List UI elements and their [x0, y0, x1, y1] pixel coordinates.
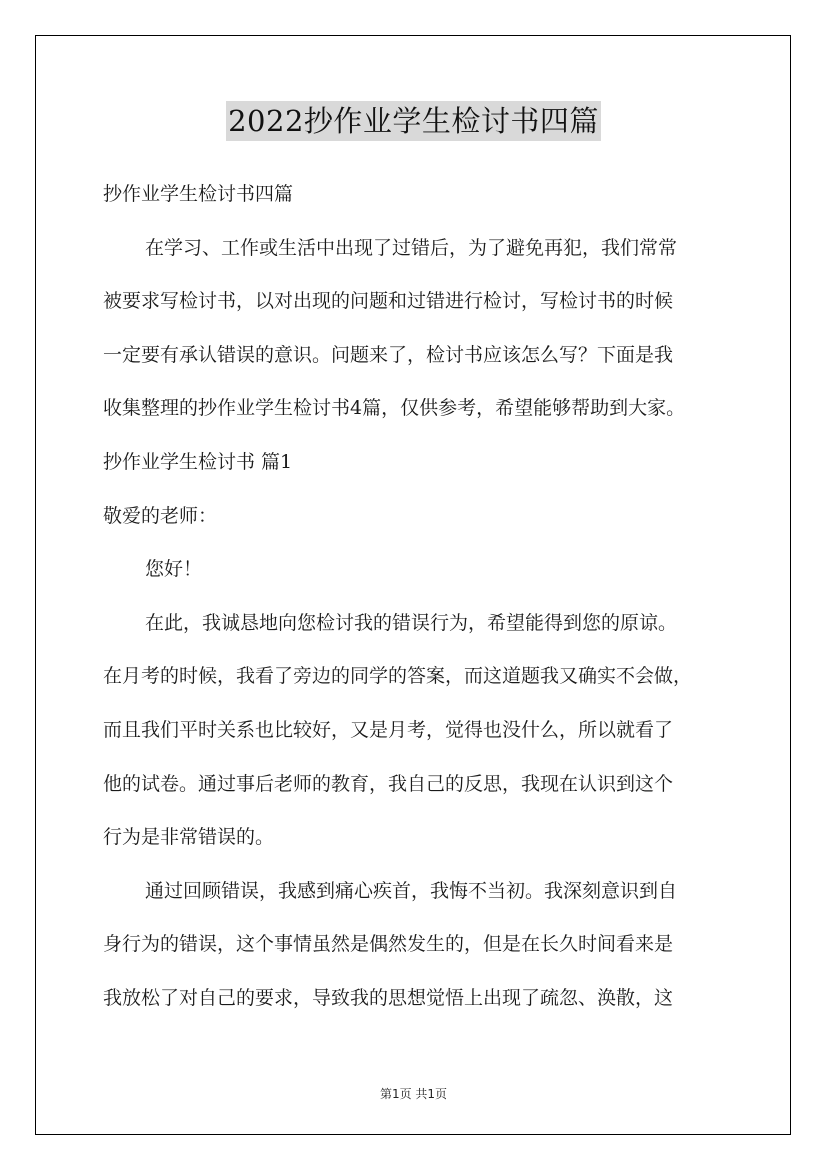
- text-line: 在学习、工作或生活中出现了过错后，为了避免再犯，我们常常: [145, 236, 678, 259]
- text-line: 通过回顾错误，我感到痛心疾首，我悔不当初。我深刻意识到自: [145, 879, 678, 902]
- page-footer: 第1页 共1页: [379, 1087, 448, 1101]
- document-body: [103, 168, 743, 1026]
- text-line: 在此，我诚恳地向您检讨我的错误行为，希望能得到您的原谅。: [145, 611, 678, 634]
- text-line: 一定要有承认错误的意识。问题来了，检讨书应该怎么写？下面是我: [103, 343, 674, 366]
- text-line: 他的试卷。通过事后老师的教育，我自己的反思，我现在认识到这个: [103, 772, 674, 795]
- text-line: 我放松了对自己的要求，导致我的思想觉悟上出现了疏忽、涣散，这: [103, 986, 674, 1009]
- text-line: 行为是非常错误的。: [103, 826, 275, 849]
- text-line: 而且我们平时关系也比较好，又是月考，觉得也没什么，所以就看了: [103, 718, 674, 741]
- text-line: 您好！: [145, 558, 203, 581]
- text-line: 在月考的时候，我看了旁边的同学的答案，而这道题我又确实不会做，: [103, 665, 693, 688]
- text-line: 敬爱的老师：: [103, 504, 218, 527]
- title-container: [0, 101, 827, 141]
- text-line: 身行为的错误，这个事情虽然是偶然发生的，但是在长久时间看来是: [103, 933, 674, 956]
- text-line: 收集整理的抄作业学生检讨书4篇，仅供参考，希望能够帮助到大家。: [103, 397, 686, 420]
- text-line: 抄作业学生检讨书 篇1: [103, 450, 293, 473]
- text-line: 抄作业学生检讨书四篇: [103, 183, 294, 205]
- text-line: 被要求写检讨书，以对出现的问题和过错进行检讨，写检讨书的时候: [103, 290, 674, 313]
- document-title: 2022抄作业学生检讨书四篇: [226, 101, 601, 141]
